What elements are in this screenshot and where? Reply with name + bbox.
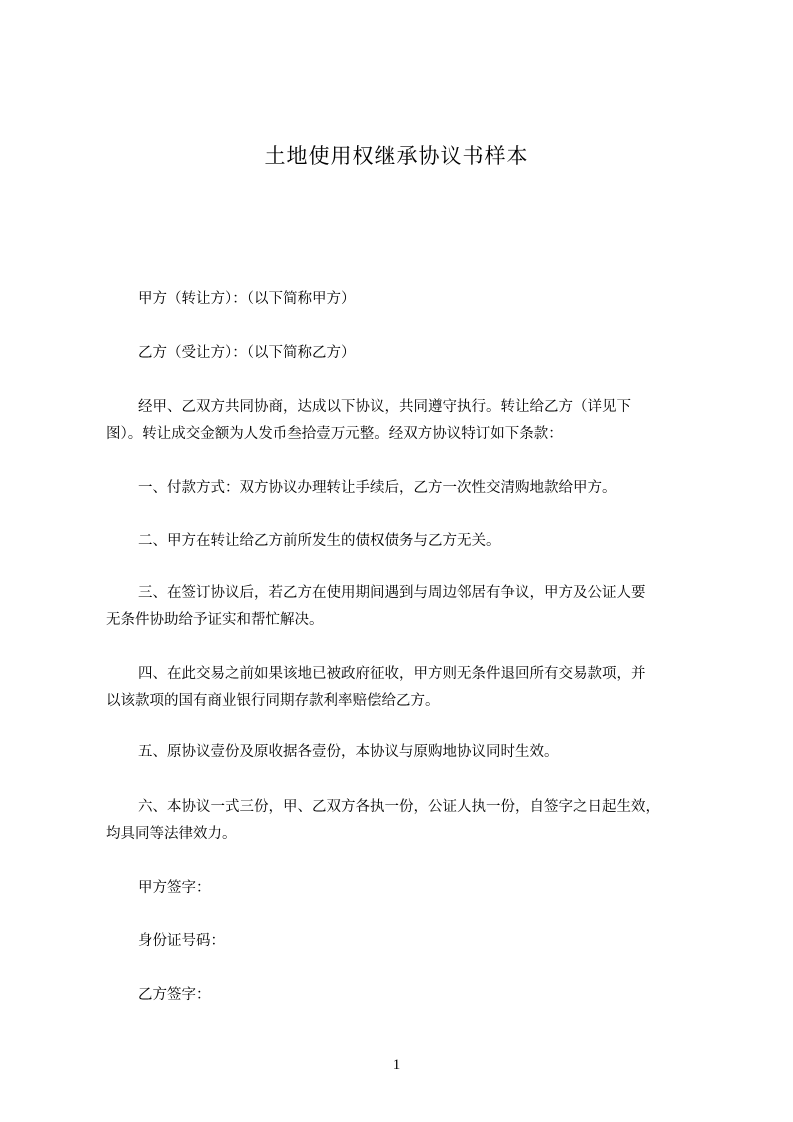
clause-3-line-2: 无条件协助给予证实和帮忙解决。 (106, 612, 324, 628)
party-b-line: 乙方（受让方）：（以下简称乙方） (138, 345, 356, 361)
clause-4 (106, 661, 706, 715)
clause-2: 二、甲方在转让给乙方前所发生的债权债务与乙方无关。 (138, 533, 501, 549)
party-b-signature-label: 乙方签字： (138, 987, 211, 1003)
preamble-line-2: 图）。转让成交金额为人发币叁拾壹万元整。经双方协议特订如下条款： (106, 426, 563, 442)
clause-4-line-2: 以该款项的国有商业银行同期存款利率赔偿给乙方。 (106, 693, 440, 709)
preamble-paragraph (106, 394, 706, 448)
clause-6-line-2: 均具同等法律效力。 (106, 826, 237, 842)
page-number: 1 (392, 1057, 401, 1073)
document-title: 土地使用权继承协议书样本 (264, 144, 529, 168)
party-a-signature-label: 甲方签字： (138, 880, 211, 896)
clause-6-line-1: 六、本协议一式三份，甲、乙双方各执一份，公证人执一份，自签字之日起生效， (138, 799, 660, 815)
preamble-line-1: 经甲、乙双方共同协商，达成以下协议，共同遵守执行。转让给乙方（详见下 (138, 399, 631, 415)
clause-6 (106, 794, 706, 848)
party-a-line: 甲方（转让方）：（以下简称甲方） (138, 291, 356, 307)
clause-3 (106, 580, 706, 634)
id-number-label: 身份证号码： (138, 933, 225, 949)
clause-5: 五、原协议壹份及原收据各壹份，本协议与原购地协议同时生效。 (138, 744, 559, 760)
clause-1: 一、付款方式：双方协议办理转让手续后，乙方一次性交清购地款给甲方。 (138, 480, 617, 496)
clause-4-line-1: 四、在此交易之前如果该地已被政府征收，甲方则无条件退回所有交易款项，并 (138, 666, 646, 682)
clause-3-line-1: 三、在签订协议后，若乙方在使用期间遇到与周边邻居有争议，甲方及公证人要 (138, 585, 646, 601)
